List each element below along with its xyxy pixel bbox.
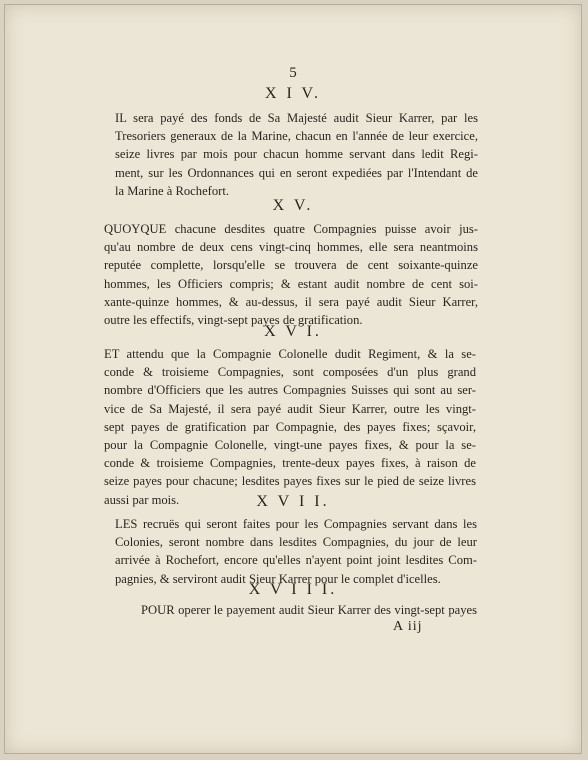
text-line: sept payes de gratification par Compagnie, des payes fixes; sçavoir, — [104, 419, 476, 434]
text-line: ET attendu que la Compagnie Colonelle dudit Regiment, & la se- — [104, 347, 476, 361]
text-line: conde & troisieme Compagnies, trente-deux payes fixes, à raison de — [104, 456, 476, 471]
text-line: reputée complette, lorsqu'elle se trouvera de cent soixante-quinze — [104, 258, 478, 273]
text-line: QUOYQUE chacune desdites quatre Compagnies puisse avoir jus- — [104, 222, 478, 236]
article-heading-xviii: X V I I I. — [248, 581, 338, 598]
text-line: vice de Sa Majesté, il sera payé audit Sieur Karrer, outre les vingt- — [104, 401, 476, 416]
signature-mark: A iij — [393, 619, 423, 634]
article-text-xv — [104, 220, 478, 329]
text-line: xante-quinze hommes, & au-dessus, il sera payé audit Sieur Karrer, — [104, 294, 478, 309]
text-line: conde & troisieme Compagnies, sont composées d'un plus grand — [104, 365, 476, 380]
text-line: seize livres par mois pour chacun homme servant dans ledit Regi- — [115, 147, 478, 162]
text-line: ment, sur les Ordonnances qui en seront expediées par l'Intendant de — [115, 165, 478, 180]
document-page — [4, 4, 582, 754]
text-line: arrivée à Rochefort, encore qu'elles n'ayent point joint lesdites Com- — [115, 553, 477, 568]
text-line: qu'au nombre de deux cens vingt-cinq hommes, elle sera neantmoins — [104, 240, 478, 255]
text-line: outre les effectifs, vingt-sept payes de gratification. — [104, 313, 363, 328]
article-text-xvii — [115, 515, 477, 588]
text-line: seize payes pour chacune; lesdites payes fixes sur le pied de seize livres — [104, 474, 476, 489]
text-line: la Marine à Rochefort. — [115, 183, 229, 198]
article-heading-xvii: X V I I. — [256, 493, 330, 510]
text-line: IL sera payé des fonds de Sa Majesté audit Sieur Karrer, par les — [115, 111, 478, 125]
text-line: POUR operer le payement audit Sieur Karrer des vingt-sept payes — [141, 603, 477, 617]
text-line: Colonies, seront nombre dans lesdites Compagnies, du jour de leur — [115, 535, 477, 550]
article-heading-xvi: X V I. — [264, 323, 322, 340]
text-line: aussi par mois. — [104, 492, 180, 507]
text-line: pagnies, & serviront audit Sieur Karrer pour le complet d'icelles. — [115, 571, 441, 586]
article-heading-xiv: X I V. — [264, 85, 322, 102]
page-number: 5 — [289, 65, 297, 81]
article-text-xvi — [104, 345, 476, 509]
text-line: hommes, les Officiers compris; & estant audit nombre de cent soi- — [104, 276, 478, 291]
text-line: pour la Compagnie Colonelle, vingt-une payes fixes, & pour la se- — [104, 438, 476, 453]
article-text-xiv — [115, 109, 478, 200]
text-line: LES recruës qui seront faites pour les Compagnies servant dans les — [115, 517, 477, 531]
article-text-xviii — [141, 601, 477, 619]
text-line: nombre d'Officiers que les autres Compagnies Suisses qui sont au ser- — [104, 383, 476, 398]
article-heading-xv: X V. — [272, 197, 314, 214]
text-line: Tresoriers generaux de la Marine, chacun en l'année de leur exercice, — [115, 129, 478, 144]
